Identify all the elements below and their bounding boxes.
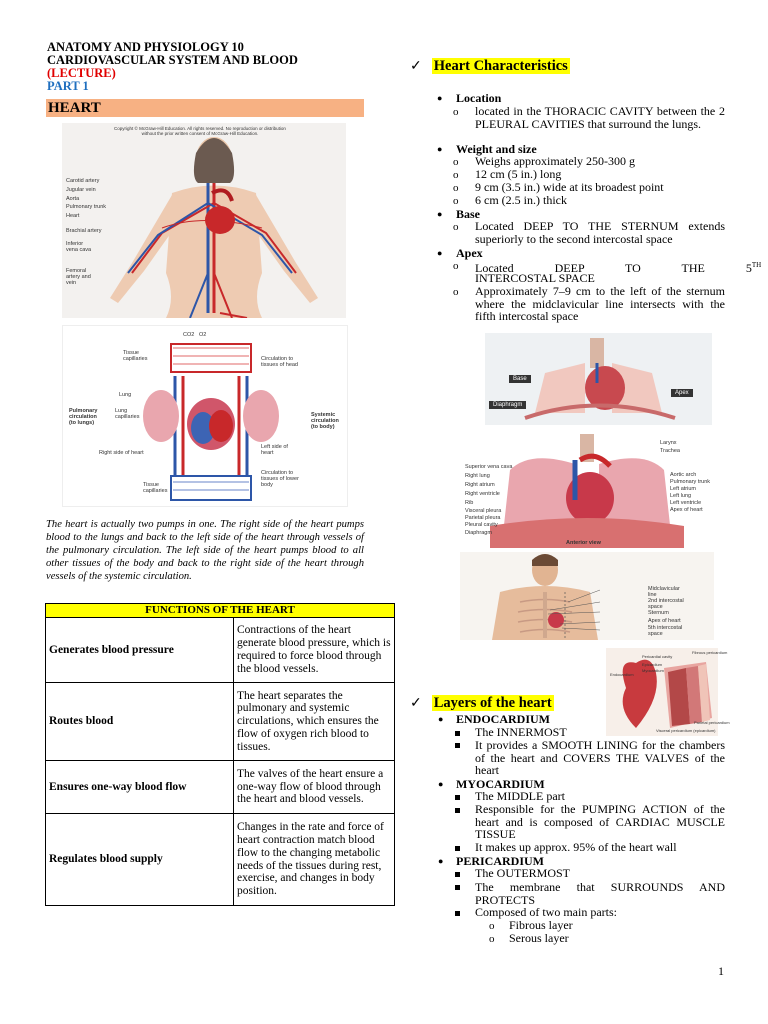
circulation-illustration xyxy=(63,326,347,506)
page-number: 1 xyxy=(718,964,724,978)
weight-label: Weight and size xyxy=(456,142,537,156)
chest-landmarks-figure xyxy=(460,552,714,640)
figure4-label-1: Right lung xyxy=(465,473,490,479)
pericardium-subitem: Fibrous layer xyxy=(509,918,573,932)
figure2-label-6: Left side of heart xyxy=(261,444,288,456)
figure2-label-2: Lung xyxy=(119,392,132,398)
bullet-icon: ● xyxy=(437,144,443,154)
circle-bullet-icon: o xyxy=(489,920,495,932)
figure2-label-0: Tissue capillaries xyxy=(123,350,148,362)
figure6-label-6: Visceral pericardium (epicardium) xyxy=(656,728,716,733)
square-bullet-icon xyxy=(455,885,460,890)
thoracic-cavity-figure xyxy=(460,430,714,548)
function-name: Generates blood pressure xyxy=(46,618,234,683)
function-desc: Changes in the rate and force of heart contraction match blood flow to the changing metabolic needs of the tissues during rest, exercise, and changes in body position. xyxy=(234,814,395,906)
figure2-label-4: Pulmonary circulation (to lungs) xyxy=(69,408,98,426)
pericardium-label: PERICARDIUM xyxy=(456,854,544,868)
figure4-label-3: Right ventricle xyxy=(465,491,500,497)
pericardium-item: The OUTERMOST xyxy=(475,866,570,880)
circle-bullet-icon: o xyxy=(453,182,459,194)
figure4-label-8: Diaphragm xyxy=(465,530,492,536)
endocardium-item: It provides a SMOOTH LINING for the chambers of the heart and COVERS THE VALVES of the heart xyxy=(475,738,725,777)
square-bullet-icon xyxy=(455,846,460,851)
layers-title: Layers of the heart xyxy=(433,695,552,711)
figure2-label-3: Lung capillaries xyxy=(115,408,140,420)
checkmark-icon: ✓ xyxy=(410,59,422,74)
square-bullet-icon xyxy=(455,872,460,877)
apex-item-1-superscript: TH xyxy=(751,261,762,269)
myocardium-item: It makes up approx. 95% of the heart wall xyxy=(475,840,677,854)
heart-characteristics-heading xyxy=(410,57,570,75)
endocardium-label: ENDOCARDIUM xyxy=(456,712,550,726)
myocardium-item: The MIDDLE part xyxy=(475,789,565,803)
weight-item: Weighs approximately 250-300 g xyxy=(475,154,636,168)
bullet-icon: ● xyxy=(437,93,443,103)
myocardium-label: MYOCARDIUM xyxy=(456,777,545,791)
location-label: Location xyxy=(456,91,502,105)
pericardium-item: Composed of two main parts: xyxy=(475,905,617,919)
bullet-icon: ● xyxy=(438,856,444,866)
figure5-label-3: Apex of heart xyxy=(648,618,681,624)
heart-wall-figure xyxy=(606,648,730,736)
figure1-label-5: Brachial artery xyxy=(66,228,102,234)
square-bullet-icon xyxy=(455,795,460,800)
figure1-label-3: Pulmonary trunk xyxy=(66,204,107,210)
pericardium-item: The membrane that SURROUNDS AND PROTECTS xyxy=(475,880,725,907)
function-name: Ensures one-way blood flow xyxy=(46,761,234,814)
pericardium-subitem: Serous layer xyxy=(509,931,569,945)
base-label: Base xyxy=(456,207,480,221)
layers-heading xyxy=(410,694,554,712)
figure6-label-4: Endocardium xyxy=(610,672,634,677)
figure1-label-4: Heart xyxy=(66,213,80,219)
figure4-label-17: Anterior view xyxy=(566,540,601,546)
function-desc: Contractions of the heart generate blood pressure, which is required to force blood through the blood vessels. xyxy=(234,618,395,683)
circle-bullet-icon: o xyxy=(453,195,459,207)
heart-heading-bar xyxy=(46,99,364,117)
figure4-label-2: Right atrium xyxy=(465,482,495,488)
figure5-label-0: Midclavicular line xyxy=(648,586,680,598)
body-circulation-figure xyxy=(62,123,346,318)
figure3-label-base: Base xyxy=(509,375,531,383)
figure2-label-5: Systemic circulation (to body) xyxy=(311,412,339,430)
weight-item: 9 cm (3.5 in.) wide at its broadest point xyxy=(475,180,664,194)
circle-bullet-icon: o xyxy=(453,260,459,272)
figure1-label-2: Aorta xyxy=(66,196,80,202)
square-bullet-icon xyxy=(455,743,460,748)
circle-bullet-icon: o xyxy=(453,221,459,233)
circulation-diagram-figure xyxy=(62,325,348,507)
figure2-label-11: O2 xyxy=(199,332,207,338)
figure2-label-7: Right side of heart xyxy=(99,450,144,456)
base-text: Located DEEP TO THE STERNUM extends superiorly to the second intercostal space xyxy=(475,219,725,246)
heart-characteristics-title: Heart Characteristics xyxy=(433,58,568,74)
figure4-label-15: Left ventricle xyxy=(670,500,702,506)
apex-label: Apex xyxy=(456,246,483,260)
weight-item: 12 cm (5 in.) long xyxy=(475,167,562,181)
figure1-label-6: Inferior vena cava xyxy=(66,241,92,253)
figure6-label-1: Fibrous pericardium xyxy=(692,650,728,655)
bullet-icon: ● xyxy=(438,779,444,789)
circle-bullet-icon: o xyxy=(489,933,495,945)
figure4-label-13: Left atrium xyxy=(670,486,696,492)
figure3-label-diaphragm: Diaphragm xyxy=(489,401,526,409)
checkmark-icon: ✓ xyxy=(410,696,422,711)
figure2-label-9: Tissue capillaries xyxy=(143,482,168,494)
circle-bullet-icon: o xyxy=(453,286,459,298)
figure5-label-2: Sternum xyxy=(648,610,669,616)
figure4-label-12: Pulmonary trunk xyxy=(670,479,711,485)
figure5-label-4: 5th intercostal space xyxy=(648,625,683,637)
square-bullet-icon xyxy=(455,911,460,916)
figure4-label-6: Parietal pleura xyxy=(465,515,501,521)
function-desc: The heart separates the pulmonary and systemic circulations, which ensures the flow of oxygen rich blood to tissues. xyxy=(234,683,395,761)
function-name: Regulates blood supply xyxy=(46,814,234,906)
figure2-label-10: CO2 xyxy=(183,332,195,338)
weight-item: 6 cm (2.5 in.) thick xyxy=(475,193,567,207)
figure5-label-1: 2nd intercostal space xyxy=(648,598,684,610)
circle-bullet-icon: o xyxy=(453,156,459,168)
figure2-label-8: Circulation to tissues of lower body xyxy=(261,470,299,488)
figure4-label-11: Aortic arch xyxy=(670,472,697,478)
figure6-label-5: Parietal pericardium xyxy=(694,720,730,725)
figure4-label-10: Trachea xyxy=(660,448,680,454)
apex-item-1-text: Located DEEP TO THE 5 xyxy=(475,261,752,275)
figure4-label-14: Left lung xyxy=(670,493,692,499)
apex-item-1-end: INTERCOSTAL SPACE xyxy=(475,271,595,285)
bullet-icon: ● xyxy=(437,209,443,219)
square-bullet-icon xyxy=(455,731,460,736)
myocardium-item: Responsible for the PUMPING ACTION of the heart and is composed of CARDIAC MUSCLE TISSUE xyxy=(475,802,725,841)
doc-part-label: PART 1 xyxy=(47,79,89,93)
functions-table-title: FUNCTIONS OF THE HEART xyxy=(46,604,395,618)
circulation-caption: The heart is actually two pumps in one. The right side of the heart pumps blood to the lungs and back to the left side of the heart through vessels of the pulmonary circulation. The left side of the heart pumps blood to all other tissues of the body and back to the right side of the heart through vessels of the systemic circulation. xyxy=(46,519,364,582)
function-desc: The valves of the heart ensure a one-way flow of blood through the heart and blood vessels. xyxy=(234,761,395,814)
figure4-label-7: Pleural cavity xyxy=(465,522,498,528)
square-bullet-icon xyxy=(455,808,460,813)
heart-heading: HEART xyxy=(48,100,101,116)
bullet-icon: ● xyxy=(437,248,443,258)
circle-bullet-icon: o xyxy=(453,106,459,118)
apex-item-2: Approximately 7–9 cm to the left of the sternum where the midclavicular line intersects with the fifth intercostal space xyxy=(475,284,725,323)
figure6-label-0: Pericardial cavity xyxy=(642,654,673,659)
location-text: located in the THORACIC CAVITY between the 2 PLEURAL CAVITIES that surround the lungs. xyxy=(475,104,725,131)
circle-bullet-icon: o xyxy=(453,169,459,181)
figure4-label-4: Rib xyxy=(465,500,474,506)
doc-lecture-label: (LECTURE) xyxy=(47,66,116,80)
figure1-label-7: Femoral artery and vein xyxy=(66,268,91,286)
figure1-label-1: Jugular vein xyxy=(66,187,96,193)
figure2-label-1: Circulation to tissues of head xyxy=(261,356,298,368)
figure1-copyright: Copyright © McGraw-Hill Education. All rights reserved. No reproduction or distribution without the prior written consent of McGraw-Hill Education. xyxy=(114,126,286,136)
figure4-label-0: Superior vena cava xyxy=(465,464,513,470)
figure4-label-16: Apex of heart xyxy=(670,507,703,513)
figure4-label-5: Visceral pleura xyxy=(465,508,502,514)
bullet-icon: ● xyxy=(438,714,444,724)
body-circulation-illustration xyxy=(62,123,346,318)
doc-title: ANATOMY AND PHYSIOLOGY 10 xyxy=(47,40,244,54)
figure3-label-apex: Apex xyxy=(671,389,693,397)
figure4-label-9: Larynx xyxy=(660,440,677,446)
doc-subtitle: CARDIOVASCULAR SYSTEM AND BLOOD xyxy=(47,53,298,67)
figure6-label-2: Epicardium xyxy=(642,662,663,667)
figure1-label-0: Carotid artery xyxy=(66,178,100,184)
figure6-label-3: Myocardium xyxy=(642,668,664,673)
function-name: Routes blood xyxy=(46,683,234,761)
functions-table xyxy=(45,603,395,906)
endocardium-item: The INNERMOST xyxy=(475,725,567,739)
heart-position-figure xyxy=(485,333,712,425)
